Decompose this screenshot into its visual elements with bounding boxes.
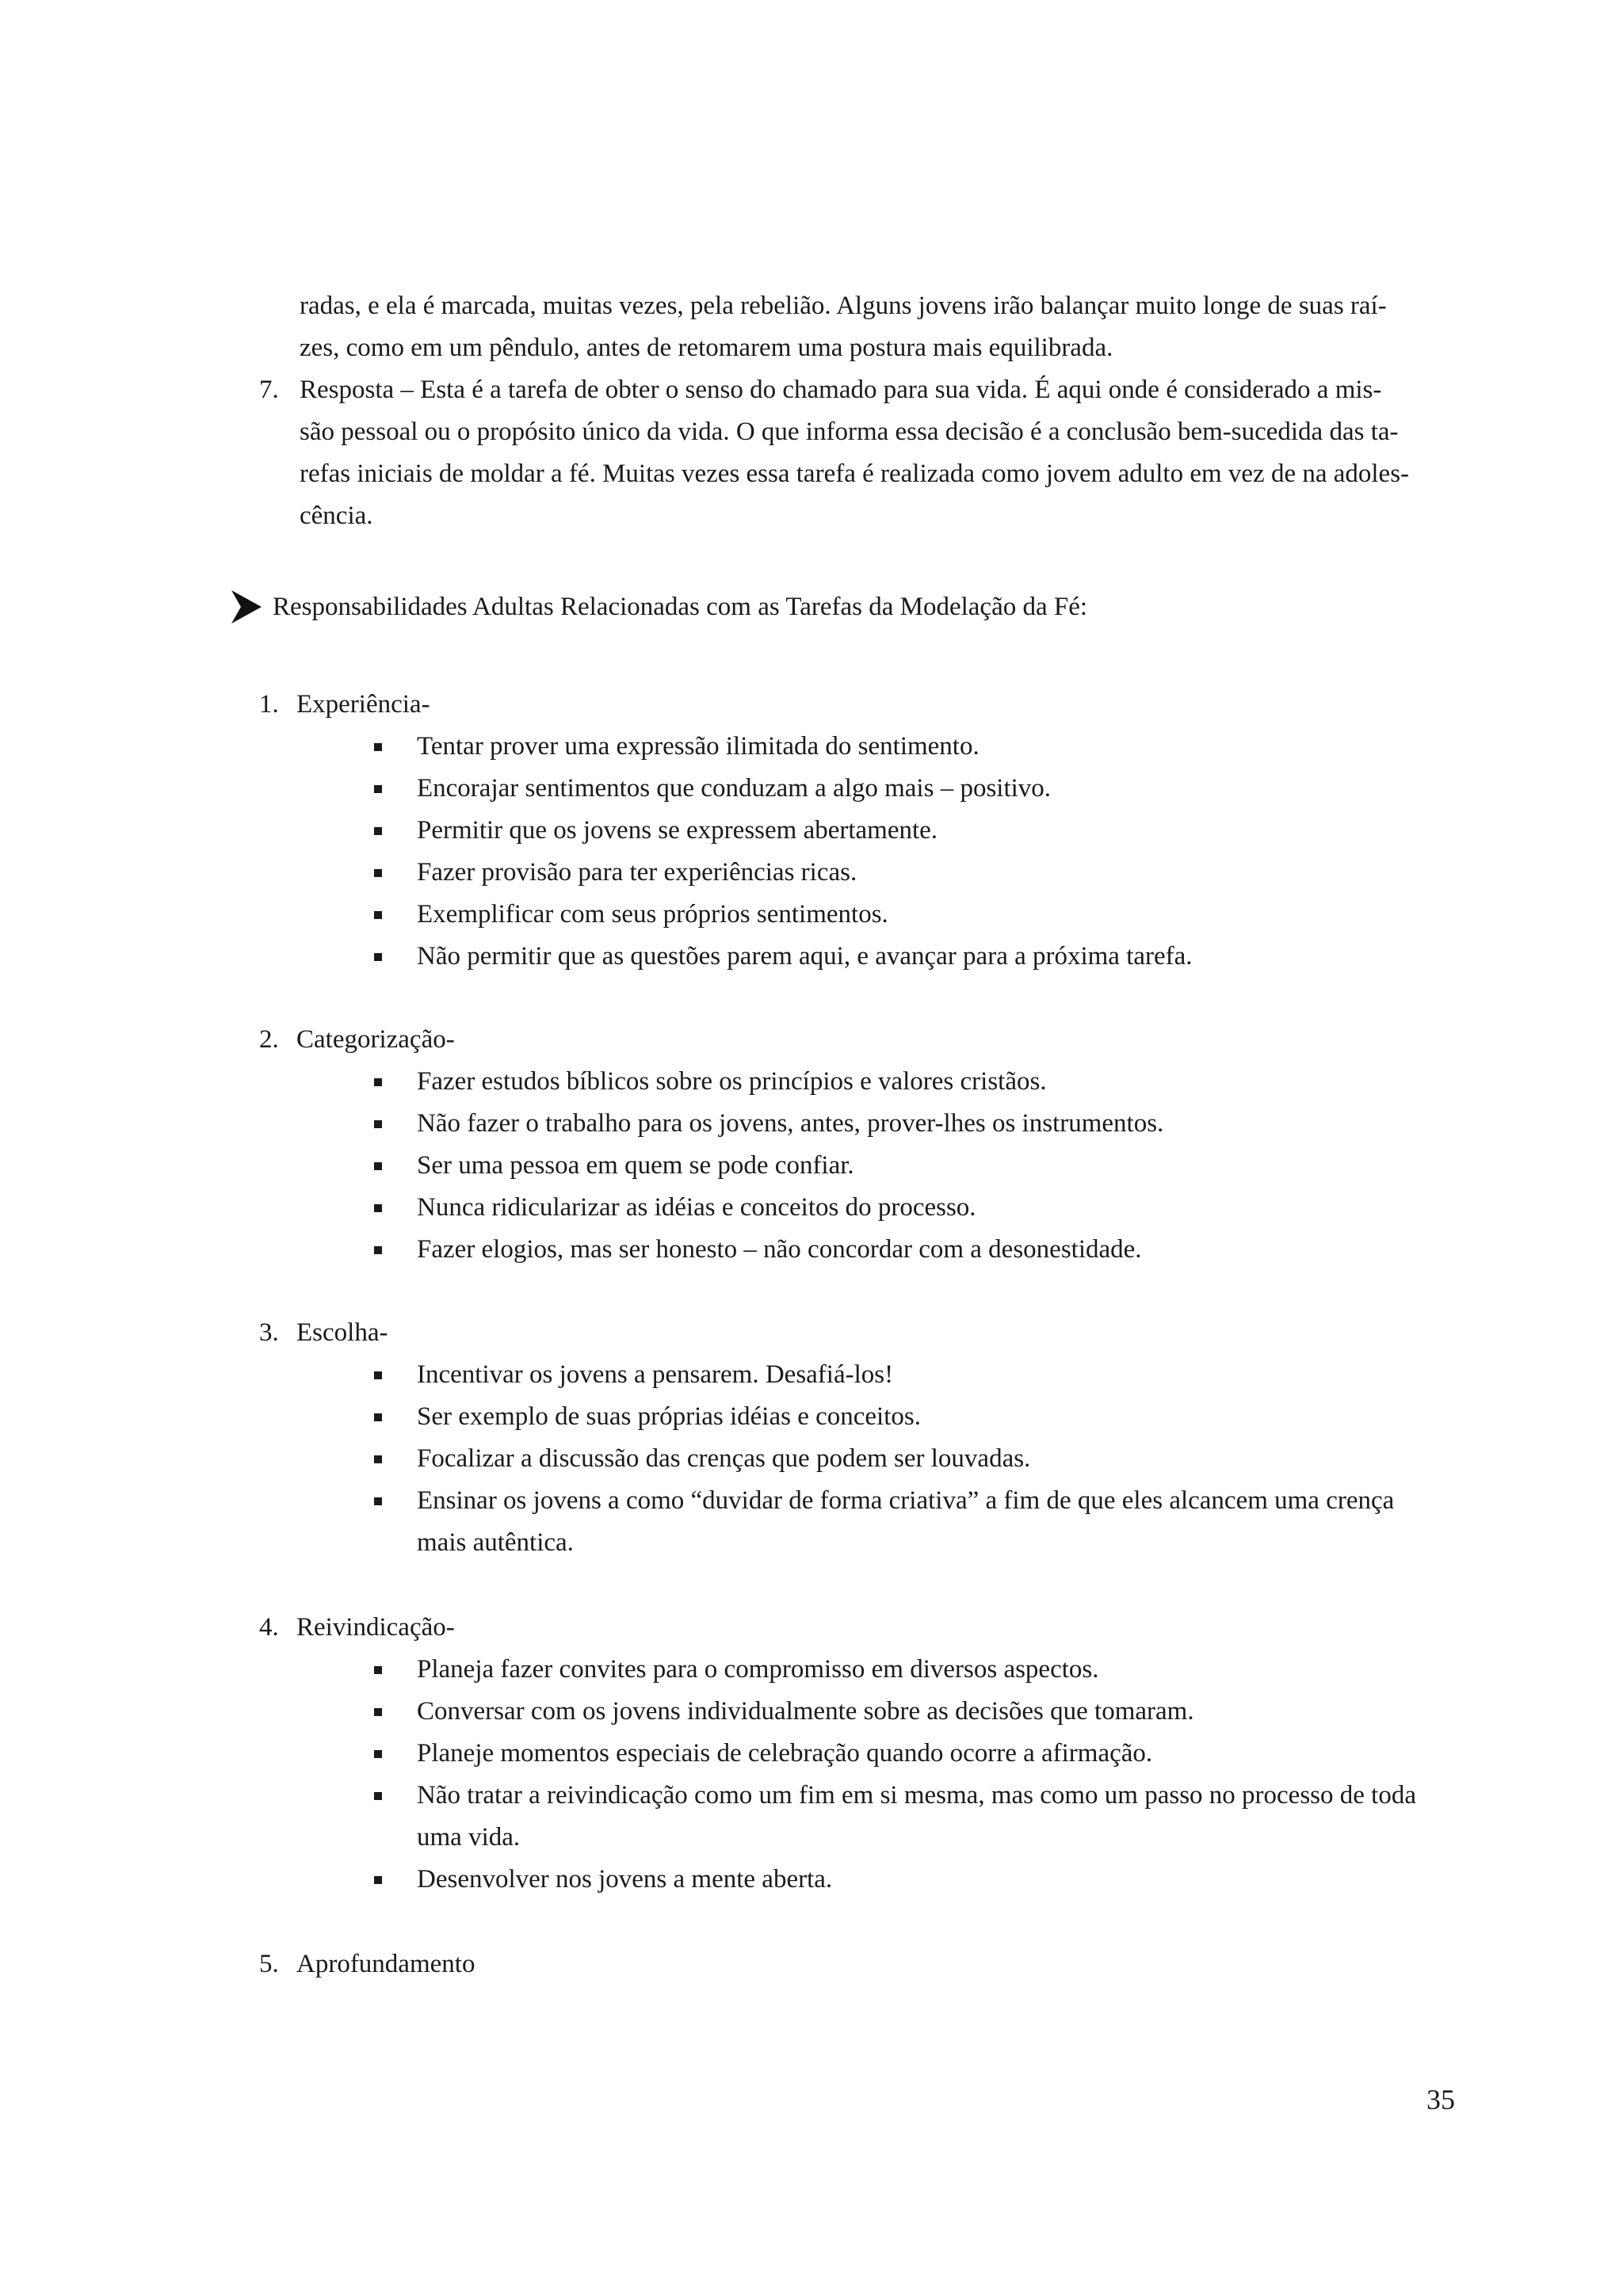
text-line: zes, como em um pêndulo, antes de retomarem uma postura mais equilibrada. [300,334,1113,362]
square-bullet-icon [374,1120,382,1128]
section-number: 3. [259,1318,279,1347]
list-item: Fazer provisão para ter experiências ricas. [374,852,1420,894]
section-number: 4. [259,1613,279,1642]
section-number: 1. [259,690,279,719]
list-item: Conversar com os jovens individualmente sobre as decisões que tomaram. [374,1691,1420,1733]
heading-text: Responsabilidades Adultas Relacionadas com as Tarefas da Modelação da Fé: [273,592,1088,621]
square-bullet-icon [374,1371,382,1379]
item-7-paragraph [300,369,1441,537]
page-number: 35 [1426,2084,1455,2115]
square-bullet-icon [374,1792,382,1800]
section-title [259,1607,455,1649]
square-bullet-icon [374,1246,382,1254]
square-bullet-icon [374,1455,382,1463]
square-bullet-icon [374,1666,382,1674]
square-bullet-icon [374,1750,382,1758]
section-number: 5. [259,1950,279,1978]
list-item: Planeja fazer convites para o compromisso em diversos aspectos. [374,1649,1420,1691]
section-number: 2. [259,1025,279,1054]
list-item: Desenvolver nos jovens a mente aberta. [374,1859,1420,1901]
continuation-paragraph [300,285,1441,369]
square-bullet-icon [374,911,382,919]
list-item: Não fazer o trabalho para os jovens, antes, prover-lhes os instrumentos. [374,1103,1420,1145]
text-line: refas iniciais de moldar a fé. Muitas vezes essa tarefa é realizada como jovem adulto em vez de na adoles- [300,460,1410,488]
item-number: 7. [259,376,279,404]
square-bullet-icon [374,1413,382,1421]
list-item: Planeje momentos especiais de celebração quando ocorre a afirmação. [374,1733,1420,1775]
list-item: Tentar prover uma expressão ilimitada do sentimento. [374,726,1420,768]
section-title [259,1019,455,1061]
list-item: Ser exemplo de suas próprias idéias e conceitos. [374,1396,1420,1438]
section-heading [230,583,1087,631]
list-item: Não permitir que as questões parem aqui, e avançar para a próxima tarefa. [374,936,1420,978]
list-item: Permitir que os jovens se expressem abertamente. [374,810,1420,852]
bullet-list [374,1649,1420,1901]
square-bullet-icon [374,743,382,751]
square-bullet-icon [374,1708,382,1716]
list-item: Não tratar a reivindicação como um fim em si mesma, mas como um passo no processo de toda uma vida. [374,1775,1420,1859]
section-title-text: Reivindicação- [296,1613,455,1642]
section-title [259,1312,388,1354]
list-item: Exemplificar com seus próprios sentimentos. [374,894,1420,936]
text-line: Resposta – Esta é a tarefa de obter o senso do chamado para sua vida. É aqui onde é considerado a mis- [300,376,1382,404]
list-item: Incentivar os jovens a pensarem. Desafiá-los! [374,1354,1420,1396]
square-bullet-icon [374,953,382,961]
section-title-text: Categorização- [296,1025,455,1054]
bullet-list [374,1061,1420,1271]
text-line: radas, e ela é marcada, muitas vezes, pela rebelião. Alguns jovens irão balançar muito longe de suas raí- [300,292,1387,320]
square-bullet-icon [374,1204,382,1212]
text-line: cência. [300,502,373,530]
list-item: Focalizar a discussão das crenças que podem ser louvadas. [374,1438,1420,1480]
bullet-list [374,726,1420,978]
section-title-text: Aprofundamento [296,1950,475,1978]
list-item: Fazer estudos bíblicos sobre os princípios e valores cristãos. [374,1061,1420,1103]
square-bullet-icon [374,1876,382,1884]
square-bullet-icon [374,785,382,793]
list-item: Nunca ridicularizar as idéias e conceitos do processo. [374,1187,1420,1229]
square-bullet-icon [374,1162,382,1170]
section-title [259,684,430,726]
list-item: Fazer elogios, mas ser honesto – não concordar com a desonestidade. [374,1229,1420,1271]
section-title [259,1943,475,1985]
square-bullet-icon [374,1497,382,1505]
square-bullet-icon [374,869,382,877]
bullet-list [374,1354,1420,1564]
list-item: Ensinar os jovens a como “duvidar de forma criativa” a fim de que eles alcancem uma crença mais autêntica. [374,1480,1420,1564]
section-title-text: Escolha- [296,1318,388,1347]
list-item: Encorajar sentimentos que conduzam a algo mais – positivo. [374,768,1420,810]
square-bullet-icon [374,1078,382,1086]
square-bullet-icon [374,827,382,835]
section-title-text: Experiência- [296,690,430,719]
arrowhead-bullet-icon [230,589,263,625]
text-line: são pessoal ou o propósito único da vida. O que informa essa decisão é a conclusão bem-sucedida das ta- [300,418,1399,446]
list-item: Ser uma pessoa em quem se pode confiar. [374,1145,1420,1187]
